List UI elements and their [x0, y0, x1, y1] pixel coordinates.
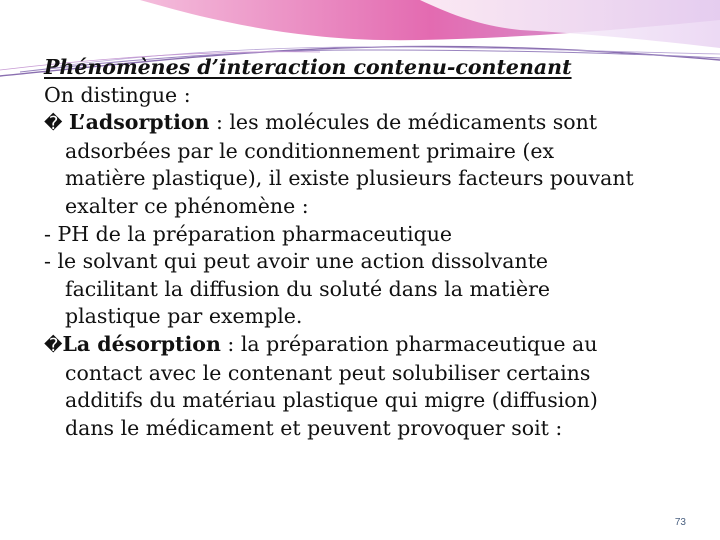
factor-line: plastique par exemple.	[65, 304, 303, 329]
adsorption-line: : les molécules de médicaments sont	[209, 110, 598, 135]
slide-title: Phénomènes d’interaction contenu-contenant	[44, 55, 572, 79]
adsorption-paragraph	[44, 109, 704, 220]
factor-line: facilitant la diffusion du soluté dans la matière	[65, 276, 551, 301]
factor-solvent	[44, 248, 704, 331]
factor-line: - PH de la préparation pharmaceutique	[44, 221, 453, 246]
adsorption-term: L’adsorption	[69, 110, 210, 135]
desorption-line: additifs du matériau plastique qui migre (diffusion)	[65, 388, 598, 413]
factor-line: - le solvant qui peut avoir une action dissolvante	[44, 249, 549, 274]
adsorption-line: exalter ce phénomène :	[65, 193, 309, 218]
bullet-box-icon: �	[44, 113, 63, 135]
bullet-box-icon: �	[44, 334, 63, 356]
page-number: 73	[674, 517, 686, 528]
desorption-line: : la préparation pharmaceutique au	[220, 331, 598, 356]
desorption-line: dans le médicament et peuvent provoquer soit :	[65, 415, 563, 440]
desorption-paragraph	[44, 331, 704, 442]
desorption-line: contact avec le contenant peut solubiliser certains	[65, 360, 591, 385]
adsorption-line: adsorbées par le conditionnement primaire (ex	[65, 138, 555, 163]
desorption-term: La désorption	[62, 331, 221, 356]
slide-body	[44, 54, 704, 442]
factor-ph	[44, 221, 704, 249]
intro-text: On distingue :	[44, 82, 191, 107]
adsorption-line: matière plastique), il existe plusieurs facteurs pouvant	[65, 166, 634, 191]
